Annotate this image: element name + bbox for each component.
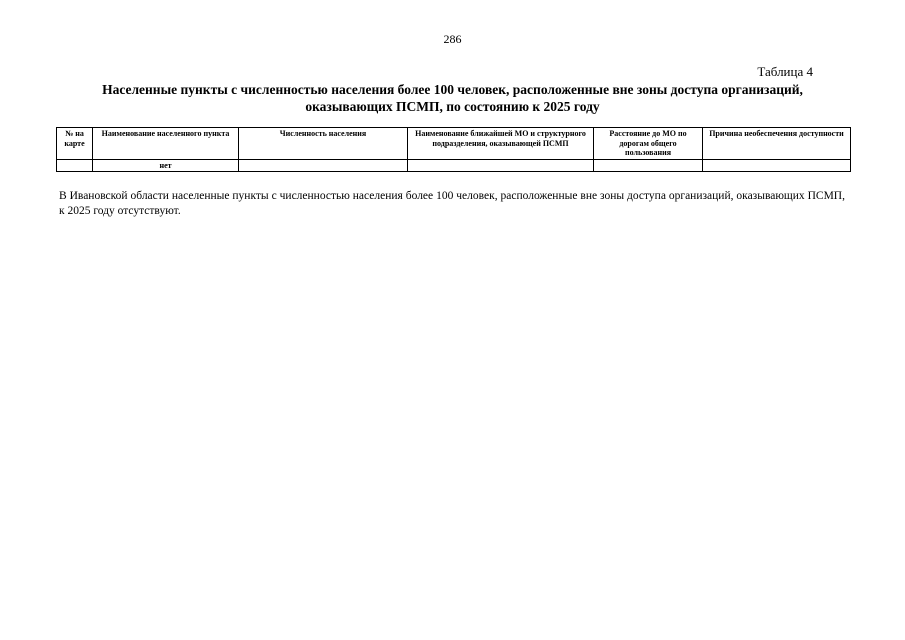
cell-map-number	[57, 159, 93, 172]
title-line-1: Населенные пункты с численностью населения более 100 человек, расположенные вне зоны доступа организаций,	[102, 82, 803, 97]
cell-reason	[703, 159, 851, 172]
table-label: Таблица 4	[757, 64, 813, 79]
settlements-table	[56, 127, 851, 172]
header-settlement-name: Наименование населенного пункта	[93, 128, 239, 160]
header-population: Численность населения	[239, 128, 408, 160]
header-distance: Расстояние до МО по дорогам общего пользования	[594, 128, 703, 160]
table-header-row	[57, 128, 851, 160]
table-row	[57, 159, 851, 172]
note-paragraph: В Ивановской области населенные пункты с численностью населения более 100 человек, расположенные вне зоны доступа организаций, оказывающих ПСМП, к 2025 году отсутствуют.	[59, 190, 845, 217]
cell-population	[239, 159, 408, 172]
document-title	[40, 81, 865, 115]
cell-distance	[594, 159, 703, 172]
header-map-number: № на карте	[57, 128, 93, 160]
header-nearest-mo: Наименование ближайшей МО и структурного подразделения, оказывающей ПСМП	[408, 128, 594, 160]
cell-nearest-mo	[408, 159, 594, 172]
cell-settlement-name: нет	[93, 159, 239, 172]
title-line-2: оказывающих ПСМП, по состоянию к 2025 году	[305, 99, 600, 114]
header-reason: Причина необеспечения доступности	[703, 128, 851, 160]
page-number: 286	[443, 32, 462, 46]
